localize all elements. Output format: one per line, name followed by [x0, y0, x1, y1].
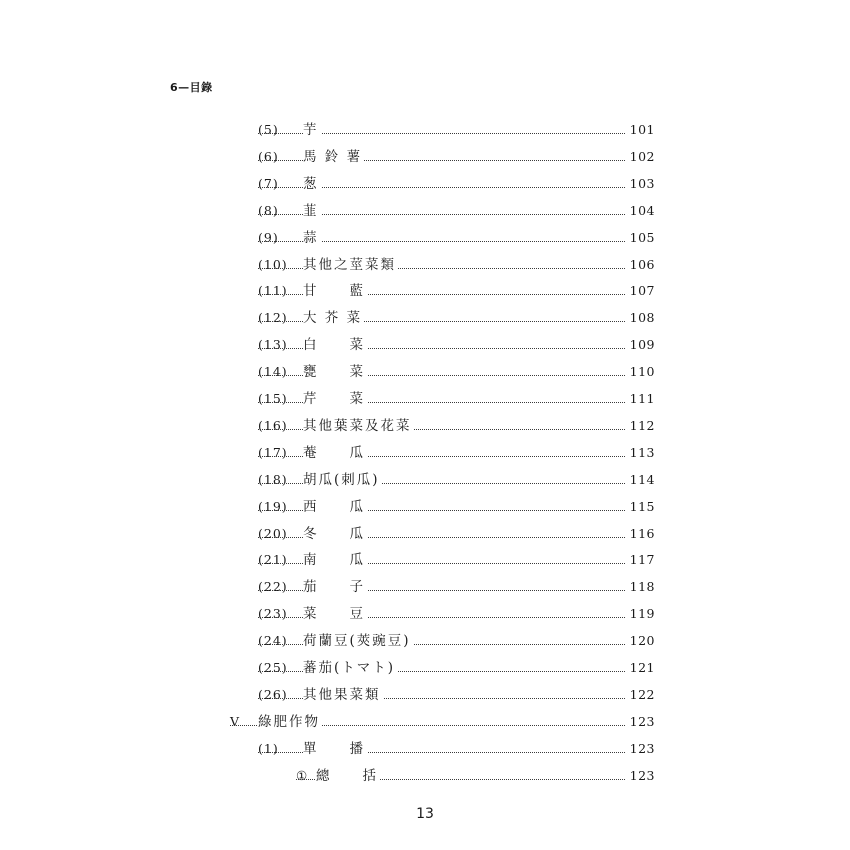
toc-entry-title: 白 菜 — [303, 332, 367, 358]
toc-entry — [258, 225, 655, 251]
toc-entry-title: 蒜 — [303, 225, 321, 251]
toc-entry-page: 108 — [626, 305, 655, 331]
toc-entry-title: 西 瓜 — [303, 494, 367, 520]
toc-entry-page: 123 — [626, 736, 655, 762]
toc-entry-number: (12) — [258, 310, 288, 326]
page-number: 13 — [416, 806, 434, 822]
toc-entry-number: (18) — [258, 471, 288, 487]
toc-entry-page: 111 — [626, 386, 655, 412]
toc-entry-page: 114 — [626, 467, 655, 493]
toc-entry-title: 冬 瓜 — [303, 521, 367, 547]
toc-entry-title: 胡瓜(刺瓜) — [303, 467, 382, 493]
toc-entry-title: 甘 藍 — [303, 278, 367, 304]
toc-entry-page: 112 — [626, 413, 655, 439]
toc-entry-title: 荷蘭豆(莢豌豆) — [303, 628, 413, 654]
toc-entry-number: (19) — [258, 498, 288, 514]
toc-entry-page: 115 — [626, 494, 655, 520]
toc-entry-page: 107 — [626, 278, 655, 304]
toc-entry — [258, 144, 655, 170]
toc-entry — [258, 305, 655, 331]
toc-entry — [258, 171, 655, 197]
toc-entry-title: 蕃茄(トマト) — [303, 655, 397, 681]
toc-entry-page: 116 — [626, 521, 655, 547]
toc-entry — [258, 521, 655, 547]
toc-entry-page: 104 — [626, 198, 655, 224]
toc-entry-page: 103 — [626, 171, 655, 197]
toc-entry-page: 109 — [626, 332, 655, 358]
toc-entry-number: (9) — [258, 229, 279, 245]
toc-entry-page: 123 — [626, 763, 655, 789]
toc-entry-number: V — [230, 713, 241, 729]
toc-entry-page: 106 — [626, 252, 655, 278]
toc-entry — [296, 763, 655, 789]
toc-entry-page: 113 — [626, 440, 655, 466]
toc-entry — [258, 601, 655, 627]
toc-entry — [258, 440, 655, 466]
toc-entry-title: 單 播 — [303, 736, 367, 762]
toc-entry-number: (20) — [258, 525, 288, 541]
toc-entry — [258, 736, 655, 762]
toc-entry-number: (13) — [258, 337, 288, 353]
toc-entry-number: (6) — [258, 148, 279, 164]
toc-entry — [258, 359, 655, 385]
toc-entry-page: 122 — [626, 682, 655, 708]
running-header: 6—目錄 — [170, 81, 213, 94]
toc-entry-page: 105 — [626, 225, 655, 251]
toc-entry-title: 芹 菜 — [303, 386, 367, 412]
toc-entry — [258, 655, 655, 681]
toc-entry-page: 110 — [626, 359, 655, 385]
toc-entry-number: (10) — [258, 256, 288, 272]
toc-entry-title: 葱 — [303, 171, 321, 197]
toc-entry — [258, 332, 655, 358]
toc-entry-title: 大 芥 菜 — [303, 305, 364, 331]
toc-entry-title: 茄 子 — [303, 574, 367, 600]
toc-entry-number: ① — [296, 767, 309, 783]
toc-entry-title: 馬 鈴 薯 — [303, 144, 364, 170]
toc-entry-number: (25) — [258, 660, 288, 675]
toc-entry-page: 101 — [626, 117, 655, 143]
toc-entry — [258, 494, 655, 520]
toc-entry — [258, 682, 655, 708]
toc-entry-number: (23) — [258, 606, 288, 622]
toc-entry-page: 117 — [626, 547, 655, 573]
toc-entry-number: (7) — [258, 175, 279, 191]
toc-entry — [258, 386, 655, 412]
toc-entry-number: (14) — [258, 364, 288, 380]
toc-entry — [258, 117, 655, 143]
toc-entry-number: (16) — [258, 417, 288, 433]
toc-entry — [258, 628, 655, 654]
toc-entry-title: 甕 菜 — [303, 359, 367, 385]
toc-entry-page: 119 — [626, 601, 655, 627]
toc-entry-title: 南 瓜 — [303, 547, 367, 573]
toc-entry-number: (15) — [258, 391, 288, 406]
toc-entry-number: (17) — [258, 444, 288, 460]
toc-entry-title: 韮 — [303, 198, 321, 224]
toc-entry-title: 綠肥作物 — [258, 709, 322, 735]
toc-entry — [258, 467, 655, 493]
toc-entry-title: 菴 瓜 — [303, 440, 367, 466]
toc-entry — [258, 574, 655, 600]
toc-entry-title: 其他葉菜及花菜 — [303, 413, 414, 439]
toc-entry-page: 118 — [626, 574, 655, 600]
toc-entry-number: (22) — [258, 579, 288, 595]
toc-entry-page: 102 — [626, 144, 655, 170]
toc-entry-page: 123 — [626, 709, 655, 735]
toc-entry — [258, 252, 655, 278]
toc-entry-number: (11) — [258, 283, 288, 299]
toc-entry-number: (21) — [258, 552, 288, 568]
toc-entry — [258, 278, 655, 304]
toc-entry-number: (26) — [258, 686, 288, 702]
toc-entry — [258, 198, 655, 224]
toc-entry — [230, 709, 655, 735]
toc-entry-title: 菜 豆 — [303, 601, 367, 627]
toc-entry-page: 121 — [626, 655, 655, 681]
toc-entry-number: (24) — [258, 633, 288, 649]
toc-entry-title: 其他果菜類 — [303, 682, 383, 708]
toc-entry — [258, 413, 655, 439]
toc-entry-title: 其他之莖菜類 — [303, 252, 398, 278]
toc-entry-title: 芋 — [303, 117, 321, 143]
toc-entry-number: (5) — [258, 122, 279, 137]
toc-entry-title: 總 括 — [316, 763, 380, 789]
toc-entry — [258, 547, 655, 573]
toc-entry-number: (8) — [258, 202, 279, 218]
toc-entry-number: (1) — [258, 740, 279, 756]
toc-entry-page: 120 — [626, 628, 655, 654]
